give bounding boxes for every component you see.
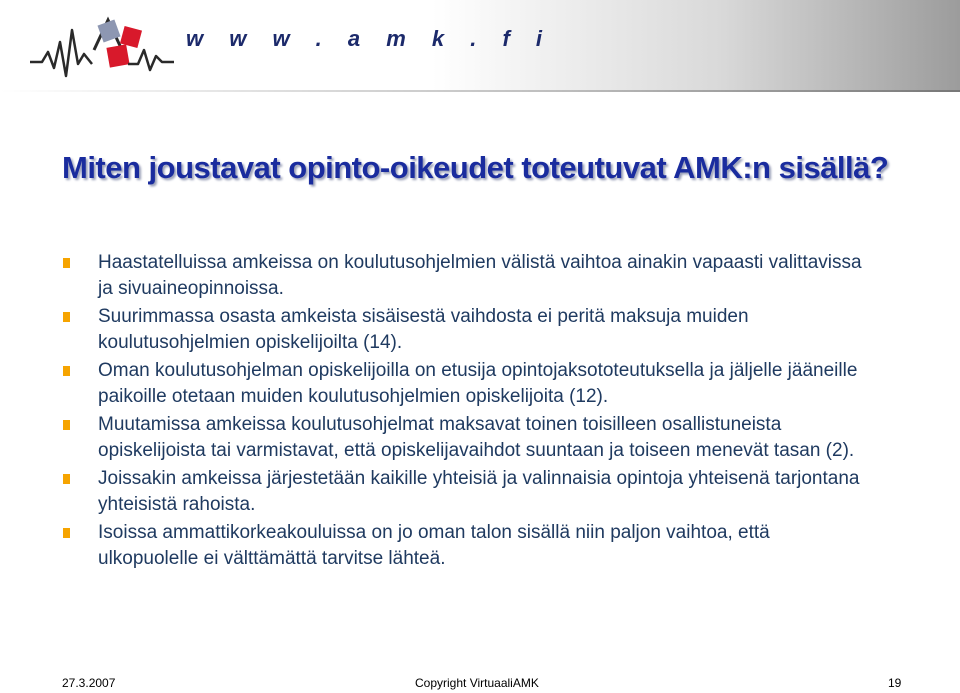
header-divider (0, 90, 960, 92)
site-url[interactable]: w w w . a m k . f i (186, 26, 553, 51)
footer-copyright: Copyright VirtuaaliAMK (415, 676, 539, 690)
bullet-item (62, 358, 862, 410)
amk-logo-icon (28, 6, 178, 86)
bullet-text: Suurimmassa osasta amkeista sisäisestä vaihdosta ei peritä maksuja muiden koulutusohjelmien opiskelijoilta (14). (98, 306, 749, 353)
bullet-text: Haastatelluissa amkeissa on koulutusohjelmien välistä vaihtoa ainakin vapaasti valittavissa ja sivuaineopinnoissa. (98, 252, 862, 299)
slide-header (0, 0, 960, 92)
square-bullet-icon (63, 420, 70, 430)
bullet-item (62, 250, 862, 302)
slide-title: Miten joustavat opinto-oikeudet toteutuvat AMK:n sisällä? (62, 150, 889, 185)
bullet-item (62, 466, 862, 518)
footer-date: 27.3.2007 (62, 676, 116, 690)
square-bullet-icon (63, 258, 70, 268)
bullet-text: Joissakin amkeissa järjestetään kaikille yhteisiä ja valinnaisia opintoja yhteisenä tarjontana yhteisistä rahoista. (98, 468, 860, 515)
square-bullet-icon (63, 474, 70, 484)
bullet-list (62, 250, 862, 574)
square-bullet-icon (63, 528, 70, 538)
page-number: 19 (888, 676, 902, 690)
square-bullet-icon (63, 366, 70, 376)
bullet-item (62, 520, 862, 572)
square-bullet-icon (63, 312, 70, 322)
bullet-text: Muutamissa amkeissa koulutusohjelmat maksavat toinen toisilleen osallistuneista opiskelijoista tai varmistavat, että opiskelijavaihdot suuntaan ja toiseen menevät tasan (2). (98, 414, 855, 461)
bullet-item (62, 412, 862, 464)
bullet-item (62, 304, 862, 356)
bullet-text: Isoissa ammattikorkeakouluissa on jo oman talon sisällä niin paljon vaihtoa, että ulkopuolelle ei välttämättä tarvitse lähteä. (98, 522, 770, 569)
bullet-text: Oman koulutusohjelman opiskelijoilla on etusija opintojaksototeutuksella ja jäljelle jääneille paikoille otetaan muiden koulutusohjelmien opiskelijoita (12). (98, 360, 858, 407)
